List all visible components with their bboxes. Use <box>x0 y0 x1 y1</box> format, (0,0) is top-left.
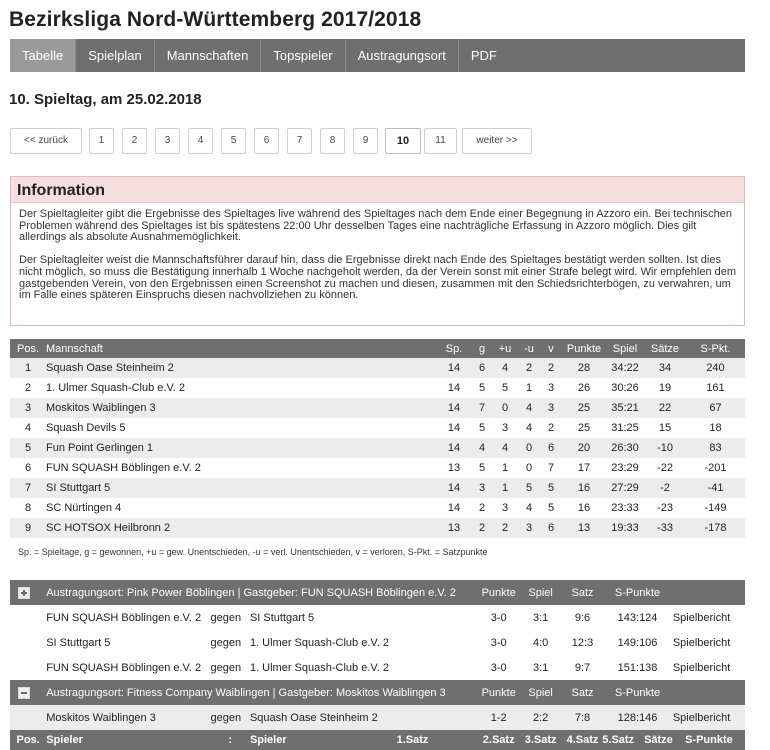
versus-label: gegen <box>210 705 249 730</box>
team-name: SI Stuttgart 5 <box>46 478 436 498</box>
standings-body <box>10 358 745 538</box>
cell-sp: 14 <box>447 502 461 514</box>
player-detail-header-row <box>10 730 745 750</box>
match-row <box>10 705 745 730</box>
cell-saetze: -22 <box>657 462 673 474</box>
match-report-link[interactable]: Spielbericht <box>672 661 731 674</box>
home-team: FUN SQUASH Böblingen e.V. 2 <box>46 661 202 674</box>
match-spacer <box>10 630 46 655</box>
venue-header: Austragungsort: Fitness Company Waiblingen | Gastgeber: Moskitos Waiblingen 3 <box>46 680 479 705</box>
cell-spkt: 83 <box>686 438 745 458</box>
standings-table <box>10 339 745 538</box>
match-points: 1-2 <box>479 705 519 730</box>
match-set-points: 143:124 <box>617 611 658 624</box>
column-header: Punkte <box>562 339 606 358</box>
cell-mu: 0 <box>518 438 540 458</box>
cell-spiel: 27:29 <box>606 478 644 498</box>
cell-spiel: 35:21 <box>606 398 644 418</box>
pager-page-6[interactable]: 6 <box>254 128 279 154</box>
team-name: SC HOTSOX Heilbronn 2 <box>46 518 436 538</box>
home-team: Moskitos Waiblingen 3 <box>46 705 210 730</box>
match-row <box>10 630 745 655</box>
information-heading: Information <box>11 177 744 203</box>
cell-pu: 5 <box>501 382 509 394</box>
column-header: S-Pkt. <box>686 339 745 358</box>
match-points: 3-0 <box>490 661 507 674</box>
cell-spiel: 23:29 <box>611 462 639 474</box>
team-name: Squash Oase Steinheim 2 <box>46 358 436 378</box>
cell-g: 2 <box>472 518 492 538</box>
match-games: 3:1 <box>532 661 549 674</box>
match-row <box>10 605 745 630</box>
detail-columns-group <box>563 730 603 750</box>
tab-topspieler[interactable]: Topspieler <box>261 39 345 72</box>
cell-g: 4 <box>472 438 492 458</box>
cell-pu: 4 <box>492 438 518 458</box>
match-sets: 9:7 <box>574 661 591 674</box>
cell-mu: 2 <box>518 358 540 378</box>
team-name: FUN SQUASH Böblingen e.V. 2 <box>46 462 201 474</box>
cell-spkt: 18 <box>709 422 722 434</box>
detail-column-header: 5.Satz <box>602 734 635 746</box>
cell-mu: 3 <box>518 518 540 538</box>
cell-punkte: 16 <box>562 478 606 498</box>
tab-spielplan[interactable]: Spielplan <box>76 39 155 72</box>
cell-v: 5 <box>547 502 555 514</box>
pager-page-5[interactable]: 5 <box>221 128 246 154</box>
cell-v: 5 <box>540 478 562 498</box>
team-name: Squash Devils 5 <box>46 422 126 434</box>
cell-v: 3 <box>540 398 562 418</box>
standings-row <box>10 458 745 478</box>
standings-row <box>10 358 745 378</box>
venue-header-row <box>10 680 745 705</box>
detail-column-header: Spieler <box>46 730 210 750</box>
detail-column-header: 1.Satz <box>396 734 429 746</box>
cell-saetze: 34 <box>644 358 686 378</box>
cell-sp: 14 <box>436 398 472 418</box>
cell-g: 5 <box>478 462 486 474</box>
home-team: SI Stuttgart 5 <box>46 636 111 649</box>
information-box <box>10 176 745 326</box>
match-sets: 7:8 <box>563 705 603 730</box>
cell-sp: 14 <box>436 478 472 498</box>
tab-mannschaften[interactable]: Mannschaften <box>155 39 262 72</box>
expand-icon[interactable] <box>18 587 30 599</box>
cell-spkt: 67 <box>686 398 745 418</box>
detail-column-header: : <box>210 730 249 750</box>
column-header-empty <box>673 680 745 705</box>
cell-mu: 4 <box>525 502 533 514</box>
page-title: Bezirksliga Nord-Württemberg 2017/2018 <box>9 8 422 31</box>
cell-spkt: -149 <box>704 502 727 514</box>
cell-saetze: 15 <box>658 422 672 434</box>
column-header-spiel: Spiel <box>519 580 563 605</box>
pager-page-11[interactable]: 11 <box>424 128 457 154</box>
collapse-icon[interactable] <box>18 687 30 699</box>
cell-pu: 1 <box>492 478 518 498</box>
cell-pos: 3 <box>10 398 46 418</box>
column-header-satz: Satz <box>563 680 603 705</box>
cell-saetze: -2 <box>644 478 686 498</box>
match-spacer <box>10 655 46 680</box>
match-sets: 12:3 <box>571 636 594 649</box>
cell-pu: 3 <box>501 502 509 514</box>
cell-v: 3 <box>547 382 555 394</box>
match-report-link[interactable]: Spielbericht <box>672 611 731 624</box>
column-header-s-punkte: S-Punkte <box>602 680 673 705</box>
match-set-points: 149:106 <box>617 636 658 649</box>
detail-column-header: S-Punkte <box>673 730 745 750</box>
cell-punkte: 13 <box>562 518 606 538</box>
column-header-punkte: Punkte <box>479 580 519 605</box>
cell-punkte: 17 <box>577 462 591 474</box>
cell-mu: 1 <box>525 382 533 394</box>
tab-tabelle[interactable]: Tabelle <box>10 39 76 72</box>
pager-page-8[interactable]: 8 <box>320 128 345 154</box>
cell-saetze: -23 <box>657 502 673 514</box>
cell-spiel: 34:22 <box>606 358 644 378</box>
tab-pdf[interactable]: PDF <box>470 48 497 63</box>
cell-punkte: 28 <box>562 358 606 378</box>
cell-mu: 4 <box>525 422 533 434</box>
cell-pu: 0 <box>492 398 518 418</box>
cell-sp: 14 <box>447 422 461 434</box>
cell-spkt: 161 <box>706 382 725 394</box>
venue-header: Austragungsort: Pink Power Böblingen | Gastgeber: FUN SQUASH Böblingen e.V. 2 <box>46 580 479 605</box>
cell-pos: 4 <box>24 422 32 434</box>
cell-sp: 14 <box>436 358 472 378</box>
pager-page-2[interactable]: 2 <box>122 128 147 154</box>
detail-columns-group <box>250 730 479 750</box>
venue-toggle-cell[interactable] <box>10 680 46 705</box>
column-header-spiel: Spiel <box>519 680 563 705</box>
detail-column-header: 2.Satz <box>479 730 519 750</box>
cell-pu: 4 <box>492 358 518 378</box>
column-header-s-punkte: S-Punkte <box>602 580 673 605</box>
cell-g: 2 <box>478 502 486 514</box>
cell-spkt: 240 <box>686 358 745 378</box>
cell-spkt: -201 <box>704 462 727 474</box>
main-tabs <box>10 39 745 72</box>
away-team: Squash Oase Steinheim 2 <box>250 705 479 730</box>
column-header-satz: Satz <box>563 580 603 605</box>
match-games: 4:0 <box>532 636 549 649</box>
pager-page-10-current[interactable]: 10 <box>385 128 421 154</box>
cell-punkte: 25 <box>577 422 591 434</box>
venue-header-row <box>10 580 745 605</box>
column-header: +u <box>492 339 518 358</box>
cell-sp: 13 <box>447 462 461 474</box>
pager-page-3[interactable]: 3 <box>155 128 180 154</box>
standings-legend: Sp. = Spieltage, g = gewonnen, +u = gew. Unentschieden, -u = verl. Unentschieden, v = verloren, S-Pkt. = Satzpunkte <box>18 547 488 557</box>
cell-punkte: 20 <box>562 438 606 458</box>
cell-mu: 4 <box>518 398 540 418</box>
match-sets: 9:6 <box>574 611 591 624</box>
information-paragraph: Der Spieltagleiter gibt die Ergebnisse des Spieltages live während des Spieltages nach dem Ende einer Begegnung in Azzoro ein. Bei technischen Problemen während des Spieltages ist bis spätestens 22:00 Uhr desselben Tages eine nachträgliche Erfassung in Azzoro möglich. Dies gilt allerdings als absolute Ausnahmemöglichkeit. <box>19 208 733 244</box>
cell-spiel: 30:26 <box>611 382 639 394</box>
match-points: 3-0 <box>490 636 507 649</box>
standings-header-row <box>10 339 745 358</box>
results-body <box>10 580 745 750</box>
column-header-punkte: Punkte <box>479 680 519 705</box>
away-team: 1. Ulmer Squash-Club e.V. 2 <box>249 636 389 649</box>
home-team: FUN SQUASH Böblingen e.V. 2 <box>46 611 202 624</box>
standings-row <box>10 418 745 438</box>
versus-label: gegen <box>210 611 242 624</box>
column-header: -u <box>518 339 540 358</box>
standings-row <box>10 398 745 418</box>
cell-v: 6 <box>540 438 562 458</box>
pager-next-button[interactable]: weiter >> <box>462 128 532 154</box>
away-team: SI Stuttgart 5 <box>249 611 315 624</box>
results-table <box>10 580 745 750</box>
match-games: 2:2 <box>519 705 563 730</box>
cell-v: 2 <box>547 422 555 434</box>
cell-punkte: 16 <box>577 502 591 514</box>
information-paragraph: Der Spieltagleiter weist die Mannschaftsführer darauf hin, dass die Ergebnisse direkt nach Ende des Spieltages bestätigt werden sollten. Ist dies nicht möglich, so muss die Bestätigung innerhalb 1 Woche nachgeholt werden, da der Verein sonst mit einer Strafe belegt wird. Wir empfehlen dem gastgebenden Verein, von den Ergebnissen einen Screenshot zu machen und diesen, zusammen mit den Schiedsrichterbögen, zu verwahren, um im Falle eines späteren Einspruchs diesen nachvollziehen zu können. <box>19 254 737 302</box>
team-name: Fun Point Gerlingen 1 <box>46 438 436 458</box>
match-spacer <box>10 605 46 630</box>
column-header-empty <box>673 580 745 605</box>
column-header: Mannschaft <box>46 339 436 358</box>
tab-austragungsort[interactable]: Austragungsort <box>346 39 459 72</box>
cell-spkt: -41 <box>686 478 745 498</box>
pager-page-1[interactable]: 1 <box>89 128 114 154</box>
cell-saetze: 19 <box>658 382 672 394</box>
cell-punkte: 25 <box>562 398 606 418</box>
match-report-link[interactable]: Spielbericht <box>673 705 745 730</box>
standings-row <box>10 378 745 398</box>
column-header: v <box>540 339 562 358</box>
versus-label: gegen <box>210 636 242 649</box>
cell-pu: 3 <box>501 422 509 434</box>
cell-pos: 8 <box>24 502 32 514</box>
detail-column-header: Pos. <box>10 730 46 750</box>
cell-g: 7 <box>472 398 492 418</box>
column-header: g <box>472 339 492 358</box>
cell-pos: 1 <box>10 358 46 378</box>
team-name: Moskitos Waiblingen 3 <box>46 398 436 418</box>
column-header: Sätze <box>644 339 686 358</box>
column-header: Spiel <box>606 339 644 358</box>
match-set-points: 128:146 <box>602 705 673 730</box>
standings-row <box>10 518 745 538</box>
away-team: 1. Ulmer Squash-Club e.V. 2 <box>249 661 389 674</box>
cell-spiel: 19:33 <box>606 518 644 538</box>
cell-v: 2 <box>540 358 562 378</box>
detail-column-header: 4.Satz <box>566 734 599 746</box>
pager-page-9[interactable]: 9 <box>353 128 378 154</box>
match-games: 3:1 <box>532 611 549 624</box>
cell-punkte: 26 <box>577 382 591 394</box>
cell-mu: 0 <box>525 462 533 474</box>
cell-g: 6 <box>472 358 492 378</box>
cell-pu: 1 <box>501 462 509 474</box>
team-name: SC Nürtingen 4 <box>46 502 122 514</box>
detail-column-header: Spieler <box>249 734 287 746</box>
pager-page-7[interactable]: 7 <box>287 128 312 154</box>
column-header: Sp. <box>436 339 472 358</box>
cell-sp: 13 <box>436 518 472 538</box>
cell-spiel: 26:30 <box>606 438 644 458</box>
detail-column-header: 3.Satz <box>519 730 563 750</box>
pager-prev-button[interactable]: << zurück <box>10 128 82 154</box>
cell-pu: 2 <box>492 518 518 538</box>
detail-column-header: Sätze <box>644 734 673 746</box>
cell-v: 6 <box>540 518 562 538</box>
cell-mu: 5 <box>518 478 540 498</box>
cell-v: 7 <box>547 462 555 474</box>
match-set-points: 151:138 <box>617 661 658 674</box>
cell-pos: 6 <box>24 462 32 474</box>
cell-pos: 2 <box>24 382 32 394</box>
cell-spiel: 31:25 <box>611 422 639 434</box>
cell-spiel: 23:33 <box>611 502 639 514</box>
detail-columns-group <box>602 730 673 750</box>
versus-label: gegen <box>210 661 242 674</box>
pager-page-4[interactable]: 4 <box>188 128 213 154</box>
team-name: 1. Ulmer Squash-Club e.V. 2 <box>46 382 185 394</box>
standings-row <box>10 438 745 458</box>
match-row <box>10 655 745 680</box>
match-report-link[interactable]: Spielbericht <box>672 636 731 649</box>
column-header: Pos. <box>10 339 46 358</box>
cell-g: 5 <box>478 422 486 434</box>
cell-saetze: -10 <box>644 438 686 458</box>
cell-sp: 14 <box>447 382 461 394</box>
information-body <box>11 203 744 302</box>
cell-pos: 5 <box>10 438 46 458</box>
cell-pos: 7 <box>10 478 46 498</box>
cell-sp: 14 <box>436 438 472 458</box>
venue-toggle-cell[interactable] <box>10 580 46 605</box>
cell-pos: 9 <box>10 518 46 538</box>
match-spacer <box>10 705 46 730</box>
cell-spkt: -178 <box>686 518 745 538</box>
standings-row <box>10 498 745 518</box>
match-points: 3-0 <box>490 611 507 624</box>
cell-saetze: -33 <box>644 518 686 538</box>
matchday-title: 10. Spieltag, am 25.02.2018 <box>9 91 202 108</box>
cell-g: 5 <box>478 382 486 394</box>
cell-saetze: 22 <box>644 398 686 418</box>
standings-row <box>10 478 745 498</box>
cell-g: 3 <box>472 478 492 498</box>
